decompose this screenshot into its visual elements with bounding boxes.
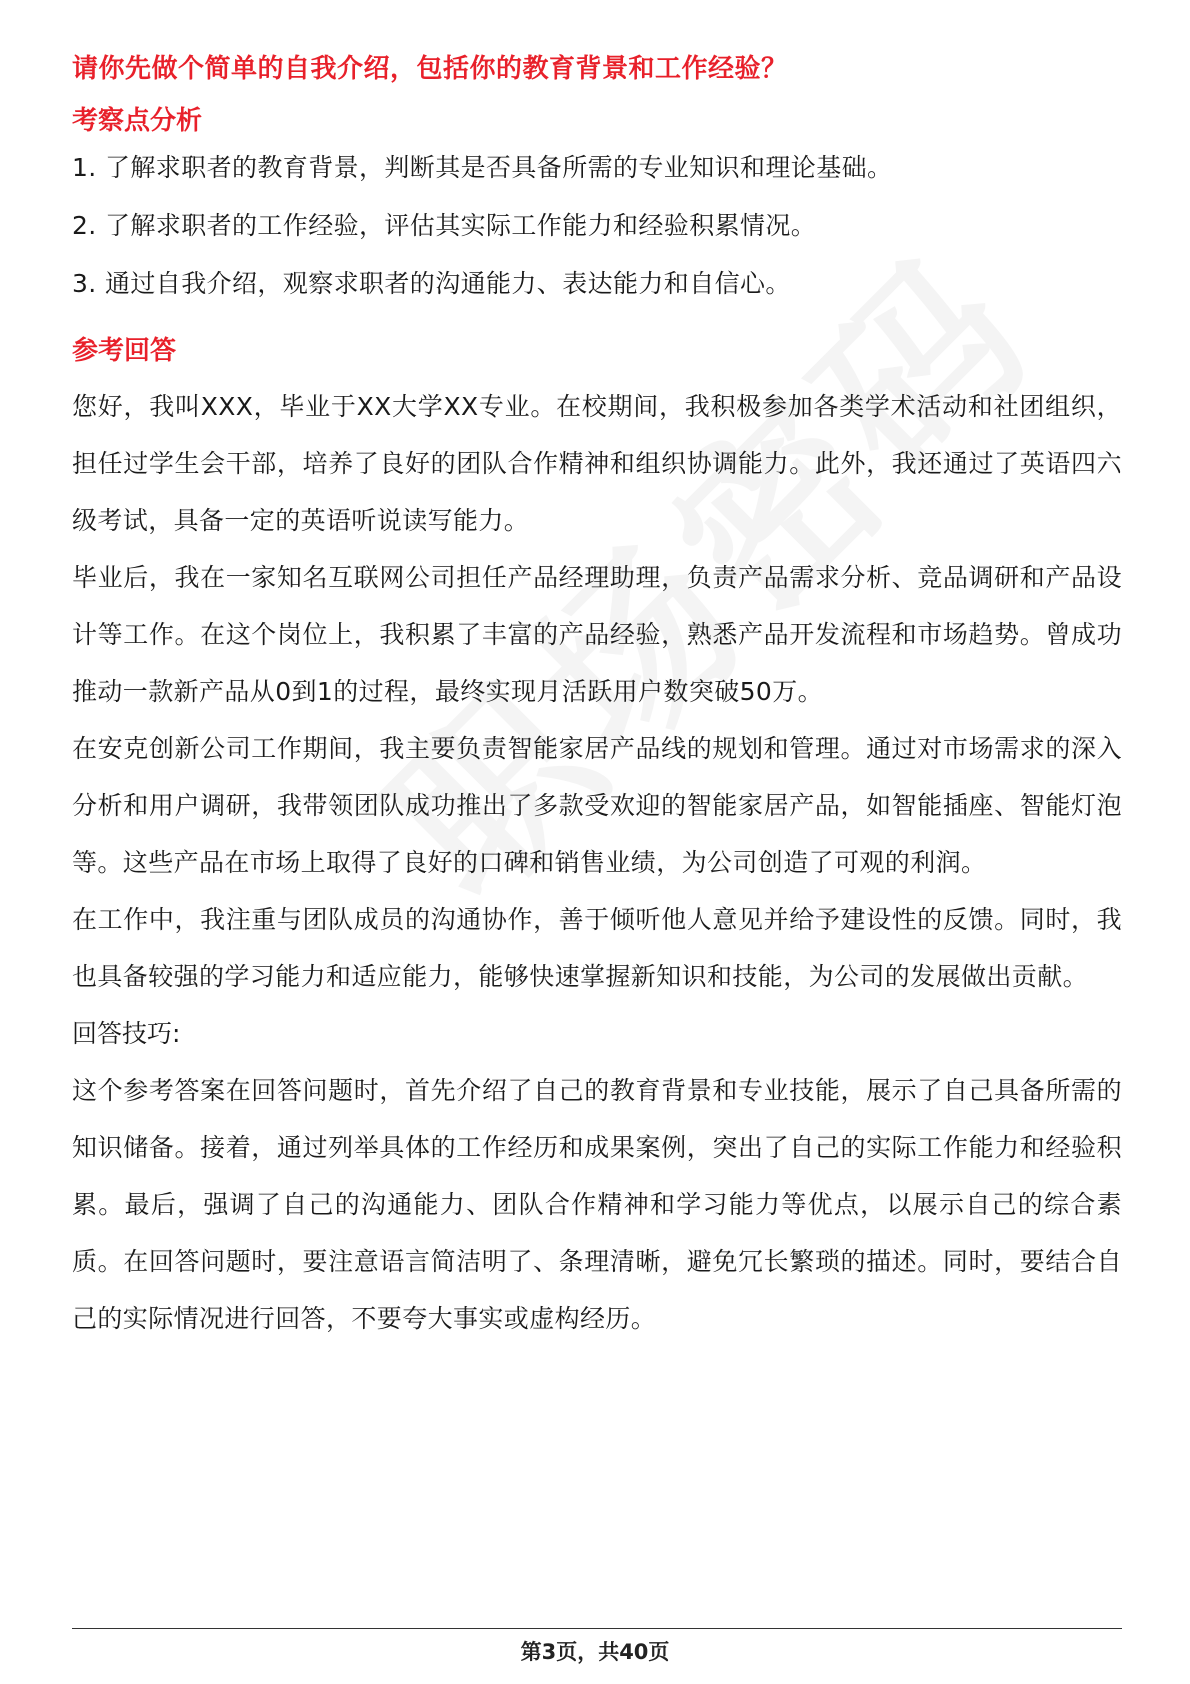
page-number: 第3页，共40页 [520,1640,670,1664]
answer-paragraph: 毕业后，我在一家知名互联网公司担任产品经理助理，负责产品需求分析、竞品调研和产品设计等工作。在这个岗位上，我积累了丰富的产品经验，熟悉产品开发流程和市场趋势。曾成功推动一款新产品从0到1的过程，最终实现月活跃用户数突破50万。 [72,563,1122,706]
question-title: 请你先做个简单的自我介绍，包括你的教育背景和工作经验？ [72,54,788,84]
tips-label: 回答技巧: [72,1019,181,1048]
analysis-points [72,148,1122,304]
document-page [72,48,1122,1347]
answer-paragraph: 在安克创新公司工作期间，我主要负责智能家居产品线的规划和管理。通过对市场需求的深入分析和用户调研，我带领团队成功推出了多款受欢迎的智能家居产品，如智能插座、智能灯泡等。这些产品在市场上取得了良好的口碑和销售业绩，为公司创造了可观的利润。 [72,734,1122,877]
analysis-point: 1. 了解求职者的教育背景，判断其是否具备所需的专业知识和理论基础。 [72,153,893,182]
footer-divider [72,1628,1122,1629]
analysis-heading: 考察点分析 [72,106,203,136]
answer-paragraph: 在工作中，我注重与团队成员的沟通协作，善于倾听他人意见并给予建设性的反馈。同时，我也具备较强的学习能力和适应能力，能够快速掌握新知识和技能，为公司的发展做出贡献。 [72,905,1122,991]
answer-heading: 参考回答 [72,336,177,366]
analysis-point: 3. 通过自我介绍，观察求职者的沟通能力、表达能力和自信心。 [72,269,791,298]
tips-paragraph: 这个参考答案在回答问题时，首先介绍了自己的教育背景和专业技能，展示了自己具备所需的知识储备。接着，通过列举具体的工作经历和成果案例，突出了自己的实际工作能力和经验积累。最后，强调了自己的沟通能力、团队合作精神和学习能力等优点，以展示自己的综合素质。在回答问题时，要注意语言简洁明了、条理清晰，避免冗长繁琐的描述。同时，要结合自己的实际情况进行回答，不要夸大事实或虚构经历。 [72,1076,1122,1333]
answer-paragraph: 您好，我叫XXX，毕业于XX大学XX专业。在校期间，我积极参加各类学术活动和社团组织，担任过学生会干部，培养了良好的团队合作精神和组织协调能力。此外，我还通过了英语四六级考试，具备一定的英语听说读写能力。 [72,392,1122,535]
analysis-point: 2. 了解求职者的工作经验，评估其实际工作能力和经验积累情况。 [72,211,817,240]
